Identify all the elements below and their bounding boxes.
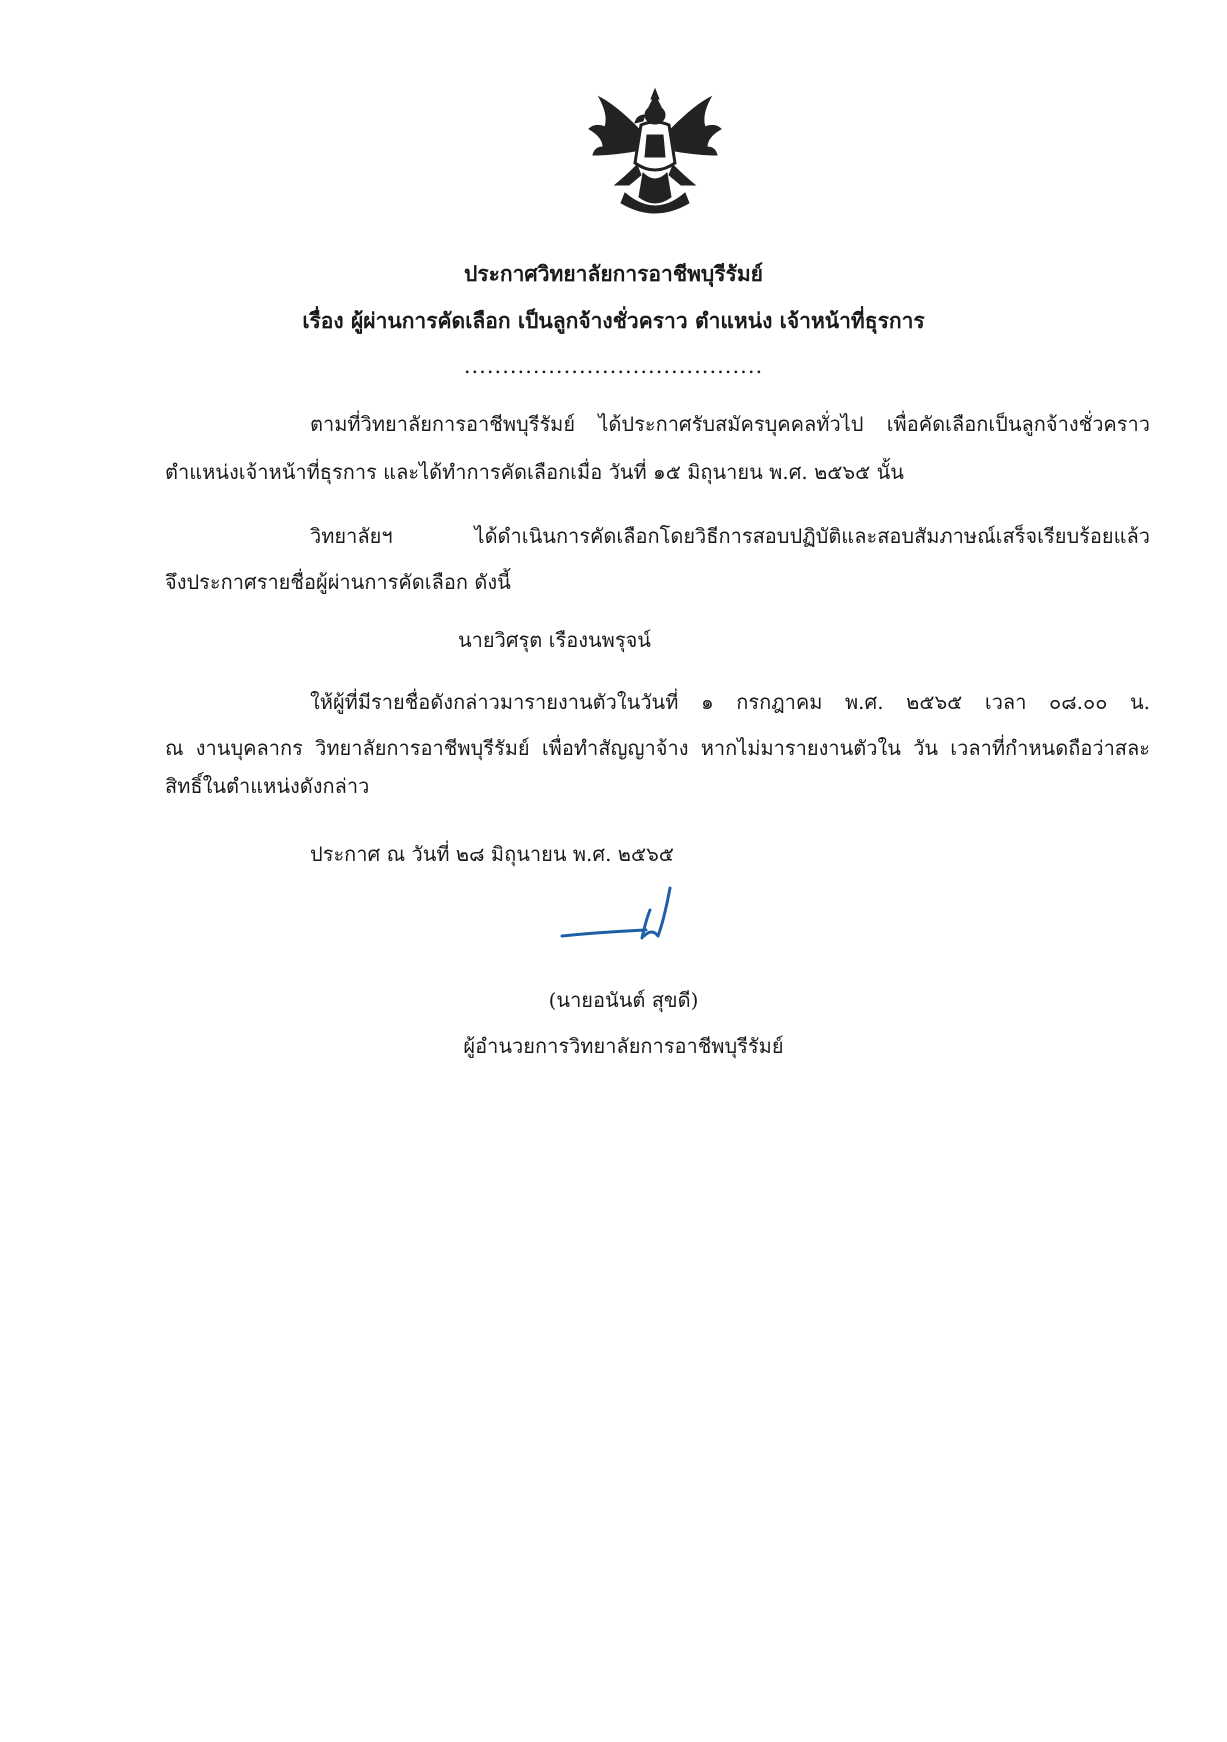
paragraph-2-line-2: จึงประกาศรายชื่อผู้ผ่านการคัดเลือก ดังนี้ bbox=[165, 570, 511, 594]
announcement-title: ประกาศวิทยาลัยการอาชีพบุรีรัมย์ bbox=[464, 261, 763, 286]
announcement-subject: เรื่อง ผู้ผ่านการคัดเลือก เป็นลูกจ้างชั่วคราว ตำแหน่ง เจ้าหน้าที่ธุรการ bbox=[302, 308, 925, 333]
paragraph-2-line-1: วิทยาลัยฯ ได้ดำเนินการคัดเลือกโดยวิธีการสอบปฏิบัติและสอบสัมภาษณ์เสร็จเรียบร้อยแล้ว bbox=[310, 524, 1150, 548]
selected-candidate-name: นายวิศรุต เรืองนพรุจน์ bbox=[458, 628, 651, 652]
title-separator: ....................................... bbox=[463, 354, 764, 378]
paragraph-3-line-3: สิทธิ์ในตำแหน่งดังกล่าว bbox=[165, 774, 370, 798]
paragraph-1-line-2: ตำแหน่งเจ้าหน้าที่ธุรการ และได้ทำการคัดเลือกเมื่อ วันที่ ๑๕ มิถุนายน พ.ศ. ๒๕๖๕ นั้น bbox=[165, 460, 904, 484]
paragraph-1-line-1: ตามที่วิทยาลัยการอาชีพบุรีรัมย์ ได้ประกาศรับสมัครบุคคลทั่วไป เพื่อคัดเลือกเป็นลูกจ้างชั่วคราว bbox=[310, 412, 1150, 436]
announcement-date: ประกาศ ณ วันที่ ๒๘ มิถุนายน พ.ศ. ๒๕๖๕ bbox=[310, 842, 674, 866]
signer-name: (นายอนันต์ สุขดี) bbox=[548, 988, 699, 1012]
paragraph-3-line-1: ให้ผู้ที่มีรายชื่อดังกล่าวมารายงานตัวในวันที่ ๑ กรกฎาคม พ.ศ. ๒๕๖๕ เวลา ๐๘.๐๐ น. bbox=[310, 690, 1150, 714]
paragraph-3-line-2: ณ งานบุคลากร วิทยาลัยการอาชีพบุรีรัมย์ เพื่อทำสัญญาจ้าง หากไม่มารายงานตัวใน วัน เวลาที่กำหนดถือว่าสละ bbox=[165, 736, 1150, 760]
garuda-emblem-icon bbox=[585, 85, 725, 220]
signer-title: ผู้อำนวยการวิทยาลัยการอาชีพบุรีรัมย์ bbox=[463, 1034, 784, 1058]
handwritten-signature bbox=[560, 880, 700, 960]
